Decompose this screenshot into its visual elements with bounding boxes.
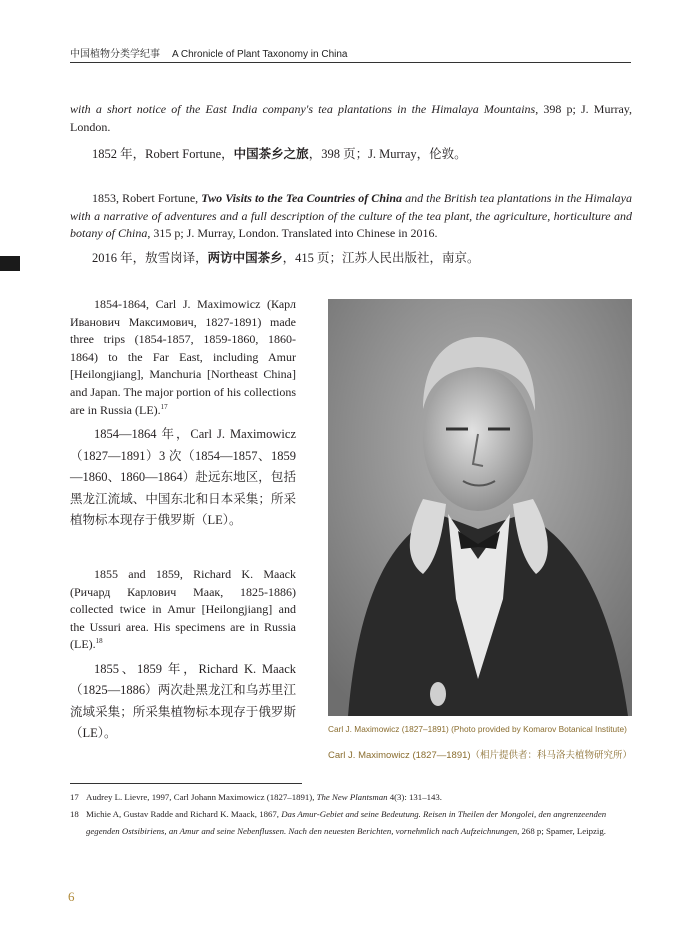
maximowicz-cn: 1854—1864 年，Carl J. Maximowicz（1827—1891）3 次（1854—1857、1859—1860、1860—1864）赴远东地区，包括黑龙江流域、中国东北和日本采集；所采植物标本现存于俄罗斯（LE）。 <box>70 427 296 528</box>
chapter-tab-marker <box>0 256 20 271</box>
footnote-18-c: , 268 p; Spamer, Leipzig. <box>517 825 606 836</box>
entry-2016-cn <box>70 249 632 267</box>
maximowicz-en-text: 1854-1864, Carl J. Maximowicz (Карл Иванович Максимович, 1827-1891) made three trips (1854-1857, 1859-1860, 1860-1864) to the Far East, including Amur [Heilongjiang], Manchuria [Northeast China] and Japan. The major portion of his collections are in Russia (LE). <box>70 297 296 417</box>
entry-1853-en <box>70 190 632 243</box>
entry-1852-cn <box>70 145 632 163</box>
footnote-ref-17[interactable]: 17 <box>160 402 168 411</box>
maximowicz-portrait-photo <box>328 299 632 716</box>
footnote-17-c: 4(3): 131–143. <box>387 792 442 802</box>
footnote-18-a: Michie A, Gustav Radde and Richard K. Maack, 1867, <box>86 809 282 819</box>
entry-1853-title: Two Visits to the Tea Countries of China <box>201 191 402 205</box>
maack-cn: 1855、1859 年，Richard K. Maack（1825—1886）两次赴黑龙江和乌苏里江流域采集；所采集植物标本现存于俄罗斯（LE）。 <box>70 661 296 741</box>
maack-en <box>70 566 296 654</box>
entry-1852-cn-a: 1852 年，Robert Fortune， <box>92 147 234 161</box>
footnote-18-number: 18 <box>70 809 79 819</box>
entry-1851-title: with a short notice of the East India company's tea plantations in the Himalaya Mountains <box>70 102 536 116</box>
maximowicz-block <box>70 296 296 532</box>
entry-2016-a: 2016 年，敖雪岗译， <box>92 251 208 265</box>
footnote-18 <box>70 806 632 839</box>
photo-caption-en: Carl J. Maximowicz (1827–1891) (Photo provided by Komarov Botanical Institute) <box>328 724 627 734</box>
entry-1852-cn-c: ，398 页；J. Murray，伦敦。 <box>308 147 467 161</box>
entry-1851-continued <box>70 101 632 136</box>
header-title-en: A Chronicle of Plant Taxonomy in China <box>172 49 348 60</box>
footnote-17 <box>70 789 632 806</box>
footnote-18-title: Das Amur-Gebiet and seine Bedeutung. Reisen in Theilen der Mongolei, den angrenzeenden gegenden Ostsibiriens, an Amur and seine Nebenflussen. Nach den neuesten Berichten, vornehmlich nach Aufzeichnungen <box>86 809 607 836</box>
footnote-17-a: Audrey L. Lievre, 1997, Carl Johann Maximowicz (1827–1891), <box>86 792 317 802</box>
running-header <box>70 45 347 60</box>
maack-en-text: 1855 and 1859, Richard K. Maack (Ричард Карлович Маак, 1825-1886) collected twice in Amur [Heilongjiang] and the Ussuri area. His specimens are in Russia (LE). <box>70 567 296 652</box>
footnote-17-title: The New Plantsman <box>316 792 388 802</box>
header-rule <box>70 62 631 63</box>
entry-1851-pub: , 398 p; J. Murray, London. <box>70 102 633 134</box>
entry-1853-d: , 315 p; J. Murray, London. Translated into Chinese in 2016. <box>147 226 438 240</box>
maack-block <box>70 566 296 745</box>
footnote-ref-18[interactable]: 18 <box>95 637 103 646</box>
header-title-cn: 中国植物分类学纪事 <box>70 49 160 60</box>
entry-1852-cn-title: 中国茶乡之旅 <box>233 147 309 161</box>
photo-caption-cn: Carl J. Maximowicz (1827—1891)（相片提供者：科马洛夫植物研究所） <box>328 750 633 761</box>
maximowicz-en <box>70 296 296 419</box>
footnote-rule <box>70 783 302 784</box>
footnote-17-number: 17 <box>70 792 79 802</box>
entry-1853-a: 1853, Robert Fortune, <box>92 191 202 205</box>
entry-2016-title: 两访中国茶乡 <box>207 251 283 265</box>
entry-1853-subtitle: and the British tea plantations in the Himalaya with a narrative of adventures and a full description of the culture of the tea plant, the agriculture, horticulture and botany of China <box>70 191 632 240</box>
entry-2016-c: ，415 页；江苏人民出版社，南京。 <box>282 251 480 265</box>
page-number: 6 <box>68 889 75 904</box>
